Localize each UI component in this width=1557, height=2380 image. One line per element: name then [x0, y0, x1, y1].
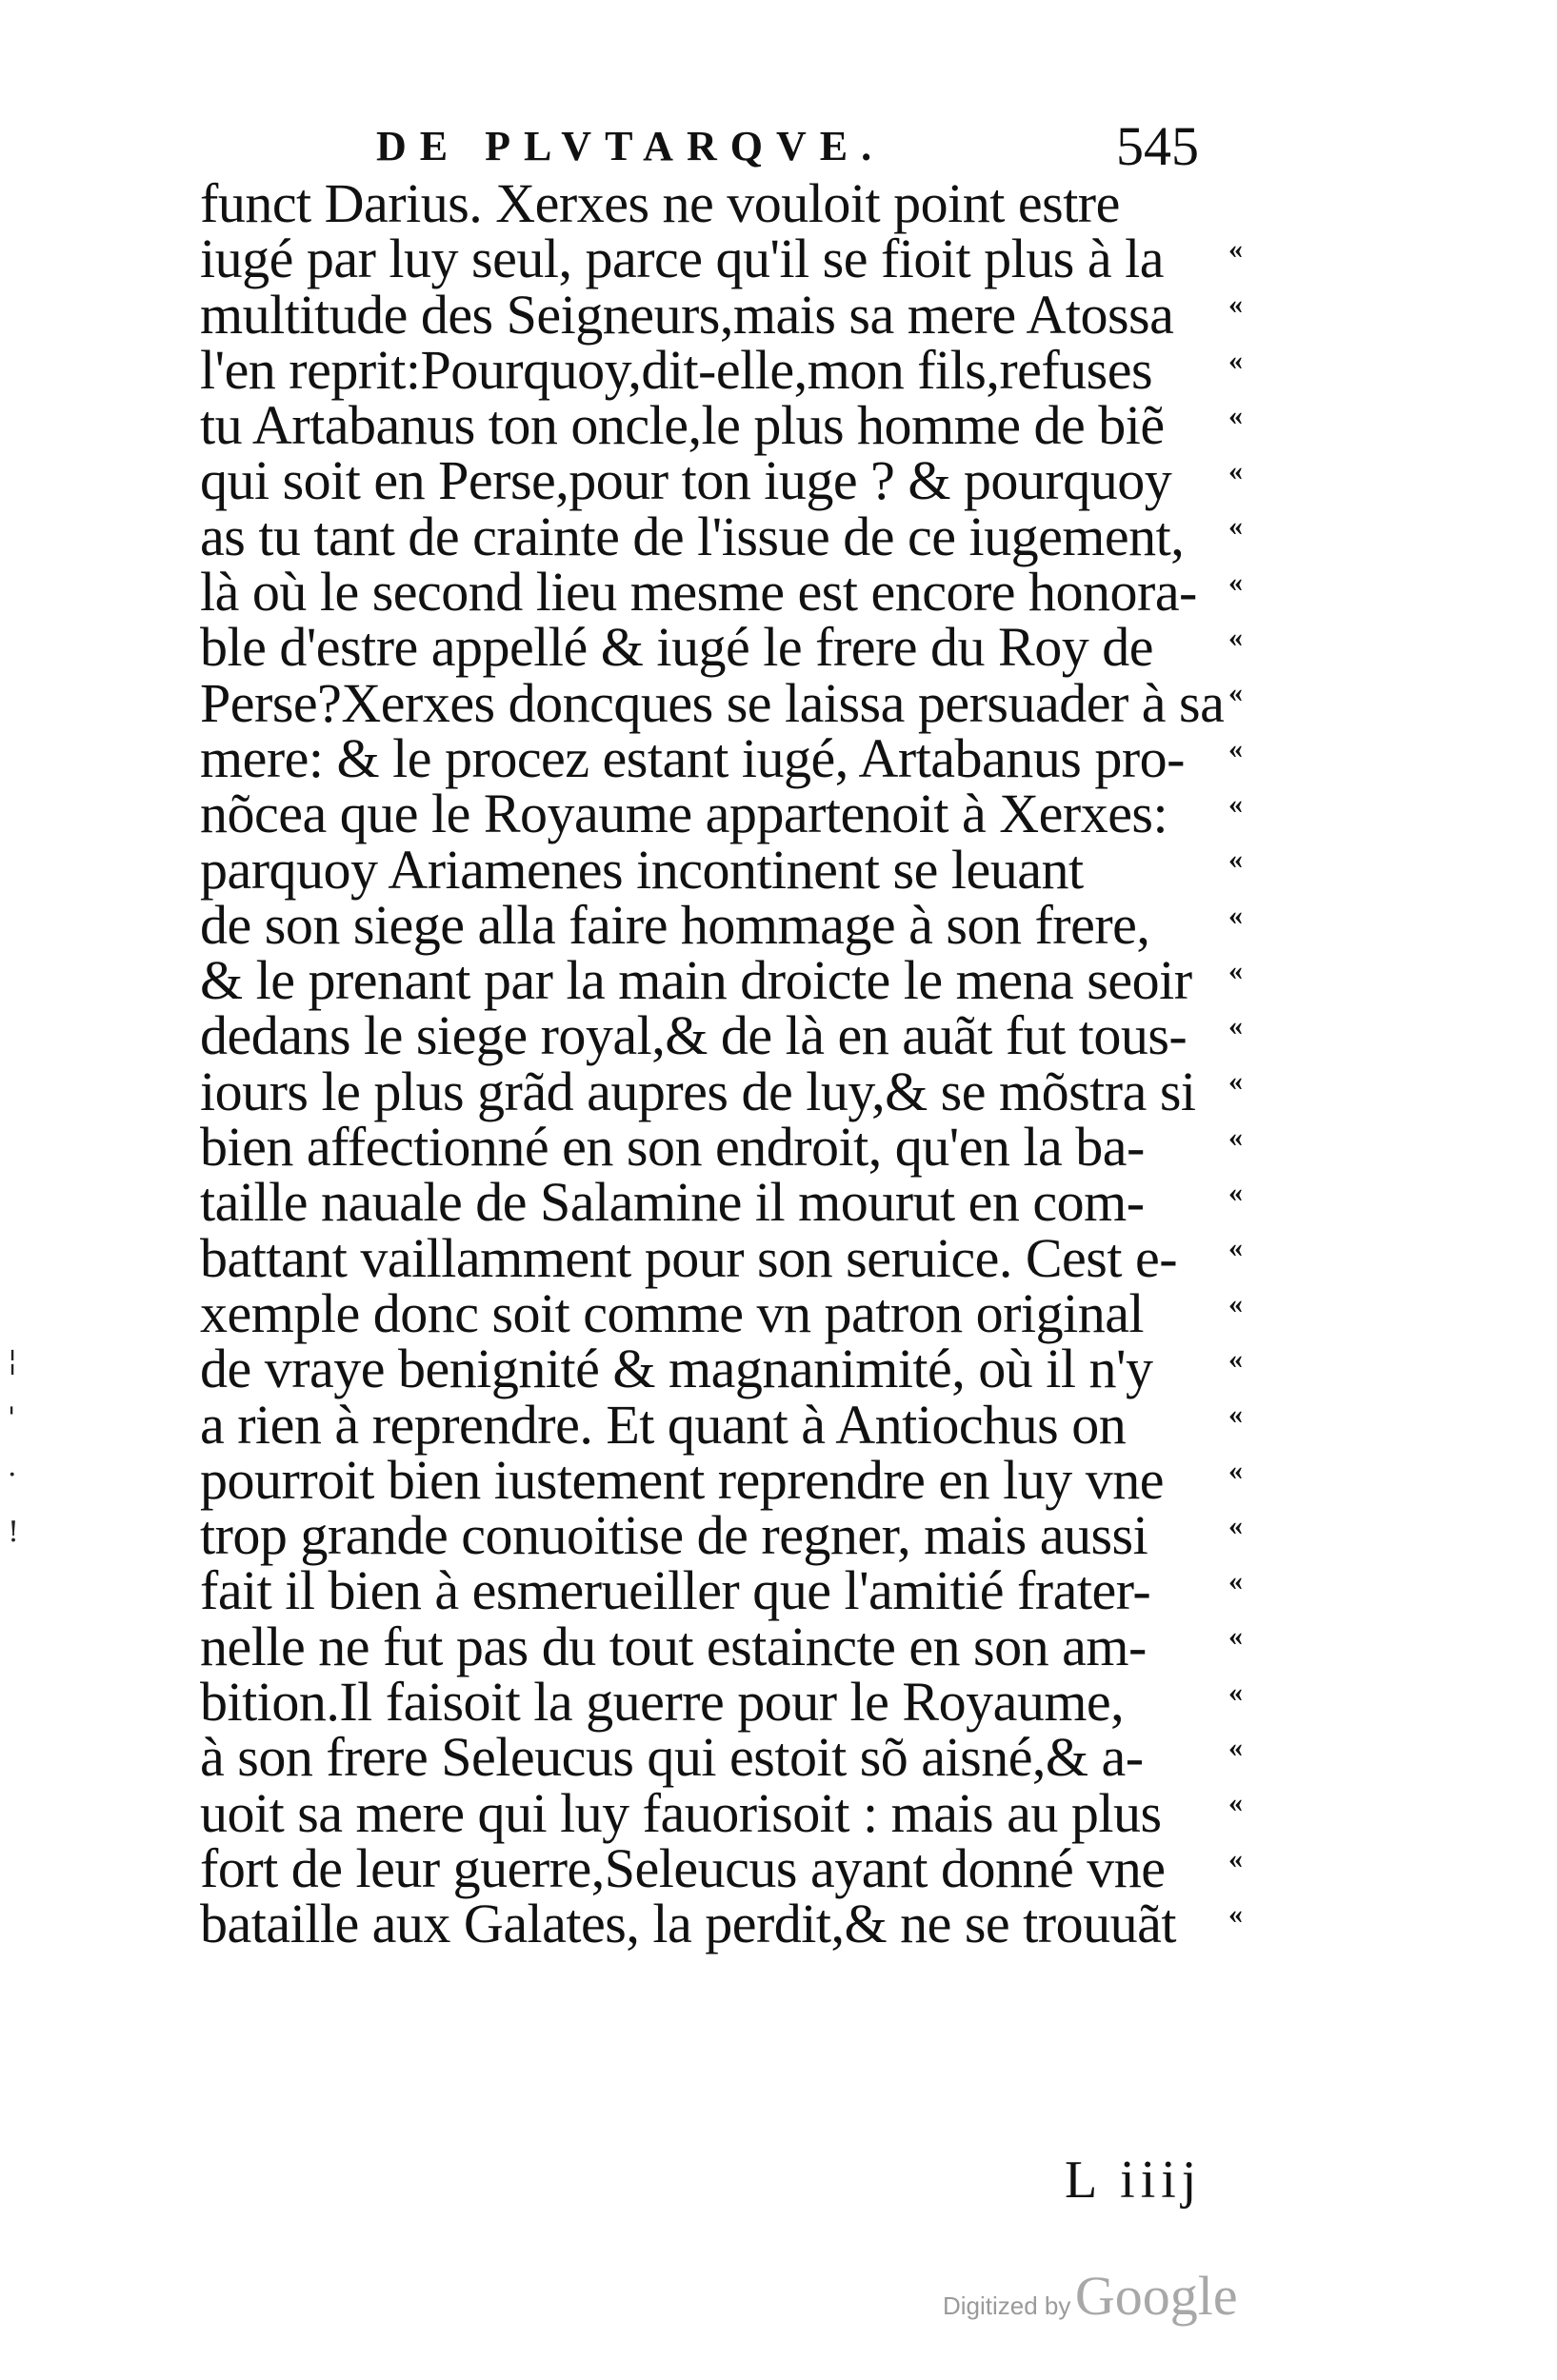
text-line: là où le second lieu mesme est encore honora-: [200, 561, 1197, 624]
quote-mark: «: [1228, 510, 1243, 543]
quote-mark: «: [1228, 787, 1243, 820]
text-line: uoit sa mere qui luy fauorisoit : mais au plus: [200, 1781, 1162, 1844]
marginal-quote-marks: [1228, 222, 1286, 1942]
quote-mark: «: [1228, 1842, 1243, 1874]
text-line: battant vaillamment pour son seruice. Cest e-: [200, 1226, 1178, 1289]
digitization-watermark: [943, 2264, 1238, 2328]
text-line: & le prenant par la main droicte le mena seoir: [200, 949, 1192, 1012]
text-line: trop grande conuoitise de regner, mais aussi: [200, 1504, 1148, 1567]
text-line: funct Darius. Xerxes ne vouloit point estre: [200, 172, 1120, 234]
text-line: as tu tant de crainte de l'issue de ce iugement,: [200, 505, 1185, 567]
text-line: xemple donc soit comme vn patron original: [200, 1281, 1145, 1344]
body-text: [200, 172, 1295, 1955]
text-line: Perse?Xerxes doncques se laissa persuader à sa: [200, 671, 1225, 734]
quote-mark: «: [1228, 1732, 1243, 1764]
text-line: pourroit bien iustement reprendre en luy vne: [200, 1448, 1165, 1511]
text-line: bien affectionné en son endroit, qu'en la ba-: [200, 1116, 1145, 1179]
text-line: fait il bien à esmerueiller que l'amitié frater-: [200, 1559, 1151, 1622]
text-line: parquoy Ariamenes incontinent se leuant: [200, 838, 1084, 901]
text-line: à son frere Seleucus qui estoit sõ aisné,& a-: [200, 1726, 1144, 1789]
text-line: iugé par luy seul, parce qu'il se fioit plus à la: [200, 228, 1164, 290]
quote-mark: «: [1228, 565, 1243, 598]
text-line: multitude des Seigneurs,mais sa mere Atossa: [200, 283, 1174, 346]
quote-mark: «: [1228, 288, 1243, 321]
quote-mark: «: [1228, 1398, 1243, 1431]
text-line: a rien à reprendre. Et quant à Antiochus on: [200, 1393, 1127, 1456]
quote-mark: «: [1228, 1454, 1243, 1486]
text-line: de son siege alla faire hommage à son frere,: [200, 893, 1150, 956]
quote-mark: «: [1228, 233, 1243, 265]
text-line: bition.Il faisoit la guerre pour le Royaume,: [200, 1671, 1125, 1734]
quote-mark: «: [1228, 1565, 1243, 1597]
text-line: iours le plus grãd aupres de luy,& se mõstra si: [200, 1060, 1196, 1122]
quote-mark: «: [1228, 732, 1243, 764]
quote-mark: «: [1228, 1509, 1243, 1541]
quote-mark: «: [1228, 1065, 1243, 1098]
quote-mark: «: [1228, 843, 1243, 876]
watermark-brand: Google: [1074, 2265, 1238, 2327]
text-line: fort de leur guerre,Seleucus ayant donné vne: [200, 1836, 1166, 1899]
quote-mark: «: [1228, 1232, 1243, 1264]
watermark-prefix: Digitized by: [943, 2291, 1071, 2320]
page-number: 545: [1116, 115, 1199, 177]
quote-mark: «: [1228, 1342, 1243, 1375]
signature-mark: L iiij: [1065, 2151, 1203, 2210]
quote-mark: «: [1228, 954, 1243, 986]
quote-mark: «: [1228, 1177, 1243, 1209]
text-line: ble d'estre appellé & iugé le frere du Roy de: [200, 616, 1153, 679]
quote-mark: «: [1228, 1287, 1243, 1319]
quote-mark: «: [1228, 399, 1243, 431]
quote-mark: «: [1228, 1010, 1243, 1042]
text-line: dedans le siege royal,& de là en auãt fut tous-: [200, 1004, 1188, 1067]
scan-edge-marks: ¦ ' · !: [8, 1344, 20, 1549]
text-line: de vraye benignité & magnanimité, où il n'y: [200, 1338, 1153, 1400]
text-line: nelle ne fut pas du tout estaincte en son am-: [200, 1615, 1147, 1677]
quote-mark: «: [1228, 1121, 1243, 1153]
quote-mark: «: [1228, 1787, 1243, 1819]
text-line: bataille aux Galates, la perdit,& ne se trouuãt: [200, 1893, 1176, 1955]
quote-mark: «: [1228, 1620, 1243, 1653]
text-line: taille nauale de Salamine il mourut en com-: [200, 1171, 1145, 1234]
quote-mark: «: [1228, 1897, 1243, 1930]
text-line: mere: & le procez estant iugé, Artabanus pro-: [200, 726, 1185, 789]
quote-mark: «: [1228, 344, 1243, 376]
text-line: qui soit en Perse,pour ton iuge ? & pourquoy: [200, 449, 1172, 512]
quote-mark: «: [1228, 1676, 1243, 1708]
text-line: tu Artabanus ton oncle,le plus homme de biẽ: [200, 394, 1165, 457]
quote-mark: «: [1228, 622, 1243, 654]
quote-mark: «: [1228, 899, 1243, 931]
quote-mark: «: [1228, 455, 1243, 487]
text-line: nõcea que le Royaume appartenoit à Xerxes:: [200, 783, 1168, 845]
running-head: DE PLVTARQVE.: [376, 123, 886, 169]
quote-mark: «: [1228, 677, 1243, 709]
text-line: l'en reprit:Pourquoy,dit-elle,mon fils,refuses: [200, 338, 1153, 401]
